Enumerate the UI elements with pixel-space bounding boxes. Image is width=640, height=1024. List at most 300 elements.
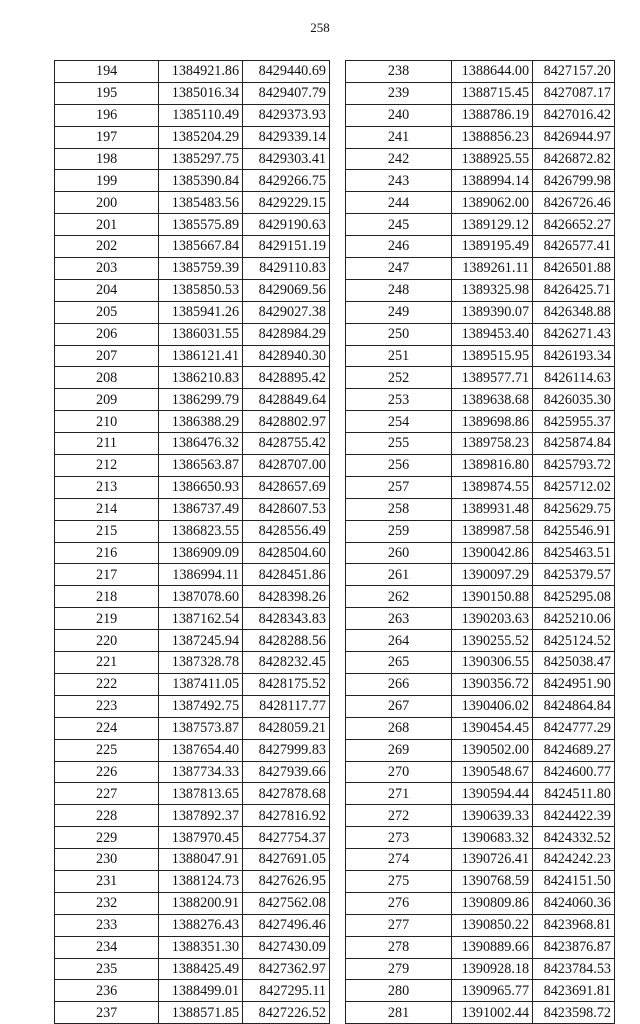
x-coordinate-cell: 1389577.71 [452, 367, 533, 389]
table-row [346, 870, 615, 892]
x-coordinate-cell: 1389515.95 [452, 345, 533, 367]
x-coordinate-cell: 1387411.05 [159, 673, 243, 695]
y-coordinate-cell: 8426425.71 [533, 279, 615, 301]
table-row [346, 520, 615, 542]
point-number-cell: 254 [346, 411, 452, 433]
x-coordinate-cell: 1390809.86 [452, 892, 533, 914]
table-row [55, 214, 330, 236]
point-number-cell: 279 [346, 958, 452, 980]
x-coordinate-cell: 1387813.65 [159, 783, 243, 805]
y-coordinate-cell: 8428343.83 [243, 608, 330, 630]
y-coordinate-cell: 8427157.20 [533, 61, 615, 83]
x-coordinate-cell: 1390042.86 [452, 542, 533, 564]
table-row [55, 126, 330, 148]
point-number-cell: 260 [346, 542, 452, 564]
x-coordinate-cell: 1386909.09 [159, 542, 243, 564]
table-row [55, 82, 330, 104]
y-coordinate-cell: 8425295.08 [533, 586, 615, 608]
point-number-cell: 213 [55, 476, 159, 498]
y-coordinate-cell: 8429069.56 [243, 279, 330, 301]
table-row [55, 783, 330, 805]
x-coordinate-cell: 1387078.60 [159, 586, 243, 608]
y-coordinate-cell: 8425210.06 [533, 608, 615, 630]
y-coordinate-cell: 8427496.46 [243, 914, 330, 936]
y-coordinate-cell: 8425874.84 [533, 433, 615, 455]
x-coordinate-cell: 1388124.73 [159, 870, 243, 892]
y-coordinate-cell: 8426348.88 [533, 301, 615, 323]
point-number-cell: 215 [55, 520, 159, 542]
x-coordinate-cell: 1388994.14 [452, 170, 533, 192]
table-row [346, 783, 615, 805]
table-row [55, 849, 330, 871]
point-number-cell: 217 [55, 564, 159, 586]
y-coordinate-cell: 8428556.49 [243, 520, 330, 542]
x-coordinate-cell: 1389390.07 [452, 301, 533, 323]
x-coordinate-cell: 1385941.26 [159, 301, 243, 323]
x-coordinate-cell: 1387654.40 [159, 739, 243, 761]
x-coordinate-cell: 1387162.54 [159, 608, 243, 630]
x-coordinate-cell: 1391002.44 [452, 1002, 533, 1024]
point-number-cell: 220 [55, 630, 159, 652]
point-number-cell: 216 [55, 542, 159, 564]
point-number-cell: 253 [346, 389, 452, 411]
y-coordinate-cell: 8428657.69 [243, 476, 330, 498]
y-coordinate-cell: 8426577.41 [533, 236, 615, 258]
x-coordinate-cell: 1390548.67 [452, 761, 533, 783]
point-number-cell: 219 [55, 608, 159, 630]
point-number-cell: 199 [55, 170, 159, 192]
table-row [346, 980, 615, 1002]
point-number-cell: 207 [55, 345, 159, 367]
x-coordinate-cell: 1389325.98 [452, 279, 533, 301]
table-row [55, 367, 330, 389]
y-coordinate-cell: 8427999.83 [243, 739, 330, 761]
table-row [346, 126, 615, 148]
point-number-cell: 196 [55, 104, 159, 126]
point-number-cell: 273 [346, 827, 452, 849]
point-number-cell: 267 [346, 695, 452, 717]
table-row [346, 586, 615, 608]
x-coordinate-cell: 1385110.49 [159, 104, 243, 126]
y-coordinate-cell: 8428398.26 [243, 586, 330, 608]
x-coordinate-cell: 1386823.55 [159, 520, 243, 542]
point-number-cell: 227 [55, 783, 159, 805]
table-row [346, 849, 615, 871]
table-row [346, 805, 615, 827]
page-number: 258 [310, 20, 330, 35]
y-coordinate-cell: 8428895.42 [243, 367, 330, 389]
y-coordinate-cell: 8425546.91 [533, 520, 615, 542]
x-coordinate-cell: 1388351.30 [159, 936, 243, 958]
point-number-cell: 270 [346, 761, 452, 783]
x-coordinate-cell: 1389261.11 [452, 258, 533, 280]
point-number-cell: 277 [346, 914, 452, 936]
y-coordinate-cell: 8429373.93 [243, 104, 330, 126]
point-number-cell: 218 [55, 586, 159, 608]
table-row [346, 104, 615, 126]
table-row [346, 192, 615, 214]
x-coordinate-cell: 1386299.79 [159, 389, 243, 411]
table-row [55, 498, 330, 520]
y-coordinate-cell: 8427016.42 [533, 104, 615, 126]
point-number-cell: 278 [346, 936, 452, 958]
table-row [346, 323, 615, 345]
y-coordinate-cell: 8423598.72 [533, 1002, 615, 1024]
y-coordinate-cell: 8429190.63 [243, 214, 330, 236]
y-coordinate-cell: 8429229.15 [243, 192, 330, 214]
point-number-cell: 272 [346, 805, 452, 827]
table-row [55, 717, 330, 739]
y-coordinate-cell: 8426799.98 [533, 170, 615, 192]
x-coordinate-cell: 1386388.29 [159, 411, 243, 433]
point-number-cell: 263 [346, 608, 452, 630]
table-row [346, 148, 615, 170]
y-coordinate-cell: 8426035.30 [533, 389, 615, 411]
point-number-cell: 237 [55, 1002, 159, 1024]
y-coordinate-cell: 8427226.52 [243, 1002, 330, 1024]
x-coordinate-cell: 1390928.18 [452, 958, 533, 980]
point-number-cell: 271 [346, 783, 452, 805]
x-coordinate-cell: 1390683.32 [452, 827, 533, 849]
point-number-cell: 256 [346, 455, 452, 477]
y-coordinate-cell: 8428059.21 [243, 717, 330, 739]
table-row [346, 739, 615, 761]
y-coordinate-cell: 8424600.77 [533, 761, 615, 783]
point-number-cell: 274 [346, 849, 452, 871]
table-row [346, 236, 615, 258]
x-coordinate-cell: 1386031.55 [159, 323, 243, 345]
x-coordinate-cell: 1386650.93 [159, 476, 243, 498]
table-row [55, 411, 330, 433]
x-coordinate-cell: 1386737.49 [159, 498, 243, 520]
y-coordinate-cell: 8425038.47 [533, 652, 615, 674]
y-coordinate-cell: 8423784.53 [533, 958, 615, 980]
point-number-cell: 212 [55, 455, 159, 477]
x-coordinate-cell: 1388047.91 [159, 849, 243, 871]
y-coordinate-cell: 8424777.29 [533, 717, 615, 739]
y-coordinate-cell: 8428117.77 [243, 695, 330, 717]
table-row [346, 433, 615, 455]
table-row [346, 827, 615, 849]
x-coordinate-cell: 1389638.68 [452, 389, 533, 411]
table-row [55, 761, 330, 783]
point-number-cell: 248 [346, 279, 452, 301]
y-coordinate-cell: 8428940.30 [243, 345, 330, 367]
point-number-cell: 251 [346, 345, 452, 367]
x-coordinate-cell: 1388856.23 [452, 126, 533, 148]
x-coordinate-cell: 1388499.01 [159, 980, 243, 1002]
point-number-cell: 246 [346, 236, 452, 258]
point-number-cell: 281 [346, 1002, 452, 1024]
table-row [55, 1002, 330, 1024]
point-number-cell: 228 [55, 805, 159, 827]
table-row [346, 673, 615, 695]
y-coordinate-cell: 8427754.37 [243, 827, 330, 849]
x-coordinate-cell: 1387245.94 [159, 630, 243, 652]
y-coordinate-cell: 8425955.37 [533, 411, 615, 433]
x-coordinate-cell: 1387734.33 [159, 761, 243, 783]
table-row [55, 542, 330, 564]
point-number-cell: 238 [346, 61, 452, 83]
table-row [346, 455, 615, 477]
y-coordinate-cell: 8427939.66 [243, 761, 330, 783]
table-row [346, 630, 615, 652]
point-number-cell: 226 [55, 761, 159, 783]
table-row [55, 652, 330, 674]
x-coordinate-cell: 1389698.86 [452, 411, 533, 433]
table-row [55, 936, 330, 958]
table-row [55, 236, 330, 258]
point-number-cell: 210 [55, 411, 159, 433]
point-number-cell: 195 [55, 82, 159, 104]
y-coordinate-cell: 8429151.19 [243, 236, 330, 258]
point-number-cell: 261 [346, 564, 452, 586]
x-coordinate-cell: 1388276.43 [159, 914, 243, 936]
point-number-cell: 229 [55, 827, 159, 849]
y-coordinate-cell: 8425379.57 [533, 564, 615, 586]
x-coordinate-cell: 1389758.23 [452, 433, 533, 455]
x-coordinate-cell: 1387328.78 [159, 652, 243, 674]
y-coordinate-cell: 8426872.82 [533, 148, 615, 170]
y-coordinate-cell: 8428175.52 [243, 673, 330, 695]
table-row [346, 717, 615, 739]
point-number-cell: 202 [55, 236, 159, 258]
y-coordinate-cell: 8423876.87 [533, 936, 615, 958]
table-row [346, 82, 615, 104]
y-coordinate-cell: 8425124.52 [533, 630, 615, 652]
point-number-cell: 244 [346, 192, 452, 214]
x-coordinate-cell: 1388571.85 [159, 1002, 243, 1024]
table-row [55, 739, 330, 761]
point-number-cell: 269 [346, 739, 452, 761]
x-coordinate-cell: 1384921.86 [159, 61, 243, 83]
table-row [55, 301, 330, 323]
table-row [346, 411, 615, 433]
x-coordinate-cell: 1390150.88 [452, 586, 533, 608]
table-row [346, 652, 615, 674]
point-number-cell: 205 [55, 301, 159, 323]
y-coordinate-cell: 8425793.72 [533, 455, 615, 477]
table-row [346, 914, 615, 936]
x-coordinate-cell: 1390454.45 [452, 717, 533, 739]
y-coordinate-cell: 8428755.42 [243, 433, 330, 455]
table-row [346, 761, 615, 783]
table-row [346, 170, 615, 192]
y-coordinate-cell: 8428607.53 [243, 498, 330, 520]
table-row [346, 542, 615, 564]
x-coordinate-cell: 1390889.66 [452, 936, 533, 958]
y-coordinate-cell: 8423968.81 [533, 914, 615, 936]
table-row [55, 805, 330, 827]
x-coordinate-cell: 1385016.34 [159, 82, 243, 104]
point-number-cell: 230 [55, 849, 159, 871]
coordinates-table-left [54, 60, 330, 1024]
point-number-cell: 280 [346, 980, 452, 1002]
x-coordinate-cell: 1386121.41 [159, 345, 243, 367]
point-number-cell: 241 [346, 126, 452, 148]
x-coordinate-cell: 1386994.11 [159, 564, 243, 586]
table-row [346, 564, 615, 586]
point-number-cell: 252 [346, 367, 452, 389]
y-coordinate-cell: 8426193.34 [533, 345, 615, 367]
y-coordinate-cell: 8429266.75 [243, 170, 330, 192]
point-number-cell: 245 [346, 214, 452, 236]
point-number-cell: 214 [55, 498, 159, 520]
point-number-cell: 239 [346, 82, 452, 104]
x-coordinate-cell: 1390306.55 [452, 652, 533, 674]
x-coordinate-cell: 1389129.12 [452, 214, 533, 236]
x-coordinate-cell: 1385297.75 [159, 148, 243, 170]
x-coordinate-cell: 1387573.87 [159, 717, 243, 739]
x-coordinate-cell: 1390097.29 [452, 564, 533, 586]
x-coordinate-cell: 1385390.84 [159, 170, 243, 192]
x-coordinate-cell: 1387892.37 [159, 805, 243, 827]
x-coordinate-cell: 1386476.32 [159, 433, 243, 455]
y-coordinate-cell: 8424422.39 [533, 805, 615, 827]
table-row [346, 958, 615, 980]
y-coordinate-cell: 8427878.68 [243, 783, 330, 805]
y-coordinate-cell: 8426652.27 [533, 214, 615, 236]
y-coordinate-cell: 8425463.51 [533, 542, 615, 564]
table-row [55, 980, 330, 1002]
table-row [55, 673, 330, 695]
point-number-cell: 266 [346, 673, 452, 695]
point-number-cell: 275 [346, 870, 452, 892]
point-number-cell: 208 [55, 367, 159, 389]
point-number-cell: 249 [346, 301, 452, 323]
x-coordinate-cell: 1390726.41 [452, 849, 533, 871]
x-coordinate-cell: 1390965.77 [452, 980, 533, 1002]
point-number-cell: 197 [55, 126, 159, 148]
point-number-cell: 242 [346, 148, 452, 170]
y-coordinate-cell: 8425712.02 [533, 476, 615, 498]
y-coordinate-cell: 8429027.38 [243, 301, 330, 323]
point-number-cell: 209 [55, 389, 159, 411]
point-number-cell: 258 [346, 498, 452, 520]
table-row [55, 476, 330, 498]
y-coordinate-cell: 8429440.69 [243, 61, 330, 83]
point-number-cell: 231 [55, 870, 159, 892]
y-coordinate-cell: 8428802.97 [243, 411, 330, 433]
x-coordinate-cell: 1389874.55 [452, 476, 533, 498]
table-row [55, 433, 330, 455]
table-row [55, 695, 330, 717]
y-coordinate-cell: 8424951.90 [533, 673, 615, 695]
table-row [55, 279, 330, 301]
table-row [55, 958, 330, 980]
table-row [346, 608, 615, 630]
point-number-cell: 255 [346, 433, 452, 455]
x-coordinate-cell: 1390502.00 [452, 739, 533, 761]
point-number-cell: 222 [55, 673, 159, 695]
table-row [346, 498, 615, 520]
x-coordinate-cell: 1389195.49 [452, 236, 533, 258]
table-row [55, 148, 330, 170]
point-number-cell: 265 [346, 652, 452, 674]
table-row [55, 564, 330, 586]
y-coordinate-cell: 8424060.36 [533, 892, 615, 914]
x-coordinate-cell: 1390768.59 [452, 870, 533, 892]
point-number-cell: 234 [55, 936, 159, 958]
table-row [346, 476, 615, 498]
x-coordinate-cell: 1390406.02 [452, 695, 533, 717]
x-coordinate-cell: 1389816.80 [452, 455, 533, 477]
x-coordinate-cell: 1385575.89 [159, 214, 243, 236]
point-number-cell: 198 [55, 148, 159, 170]
table-row [55, 630, 330, 652]
table-row [55, 389, 330, 411]
y-coordinate-cell: 8428451.86 [243, 564, 330, 586]
point-number-cell: 204 [55, 279, 159, 301]
table-row [346, 279, 615, 301]
coordinates-table-right [345, 60, 615, 1024]
y-coordinate-cell: 8424151.50 [533, 870, 615, 892]
table-row [55, 104, 330, 126]
y-coordinate-cell: 8424242.23 [533, 849, 615, 871]
point-number-cell: 232 [55, 892, 159, 914]
table-row [55, 170, 330, 192]
table-row [346, 61, 615, 83]
x-coordinate-cell: 1388200.91 [159, 892, 243, 914]
x-coordinate-cell: 1388644.00 [452, 61, 533, 83]
x-coordinate-cell: 1390639.33 [452, 805, 533, 827]
y-coordinate-cell: 8427295.11 [243, 980, 330, 1002]
point-number-cell: 203 [55, 258, 159, 280]
table-row [346, 389, 615, 411]
y-coordinate-cell: 8429339.14 [243, 126, 330, 148]
point-number-cell: 247 [346, 258, 452, 280]
x-coordinate-cell: 1390594.44 [452, 783, 533, 805]
x-coordinate-cell: 1385667.84 [159, 236, 243, 258]
x-coordinate-cell: 1390356.72 [452, 673, 533, 695]
x-coordinate-cell: 1388925.55 [452, 148, 533, 170]
point-number-cell: 194 [55, 61, 159, 83]
point-number-cell: 257 [346, 476, 452, 498]
x-coordinate-cell: 1386563.87 [159, 455, 243, 477]
y-coordinate-cell: 8424864.84 [533, 695, 615, 717]
table-row [55, 870, 330, 892]
point-number-cell: 223 [55, 695, 159, 717]
x-coordinate-cell: 1388425.49 [159, 958, 243, 980]
y-coordinate-cell: 8426114.63 [533, 367, 615, 389]
y-coordinate-cell: 8428504.60 [243, 542, 330, 564]
table-row [55, 323, 330, 345]
x-coordinate-cell: 1390255.52 [452, 630, 533, 652]
x-coordinate-cell: 1385850.53 [159, 279, 243, 301]
y-coordinate-cell: 8424689.27 [533, 739, 615, 761]
table-row [346, 367, 615, 389]
point-number-cell: 233 [55, 914, 159, 936]
x-coordinate-cell: 1390850.22 [452, 914, 533, 936]
x-coordinate-cell: 1385204.29 [159, 126, 243, 148]
x-coordinate-cell: 1386210.83 [159, 367, 243, 389]
point-number-cell: 211 [55, 433, 159, 455]
y-coordinate-cell: 8428232.45 [243, 652, 330, 674]
x-coordinate-cell: 1390203.63 [452, 608, 533, 630]
y-coordinate-cell: 8426944.97 [533, 126, 615, 148]
y-coordinate-cell: 8429110.83 [243, 258, 330, 280]
y-coordinate-cell: 8423691.81 [533, 980, 615, 1002]
table-row [55, 192, 330, 214]
table-row [346, 695, 615, 717]
y-coordinate-cell: 8427087.17 [533, 82, 615, 104]
table-row [55, 914, 330, 936]
point-number-cell: 262 [346, 586, 452, 608]
table-row [55, 827, 330, 849]
y-coordinate-cell: 8428288.56 [243, 630, 330, 652]
y-coordinate-cell: 8428849.64 [243, 389, 330, 411]
point-number-cell: 276 [346, 892, 452, 914]
